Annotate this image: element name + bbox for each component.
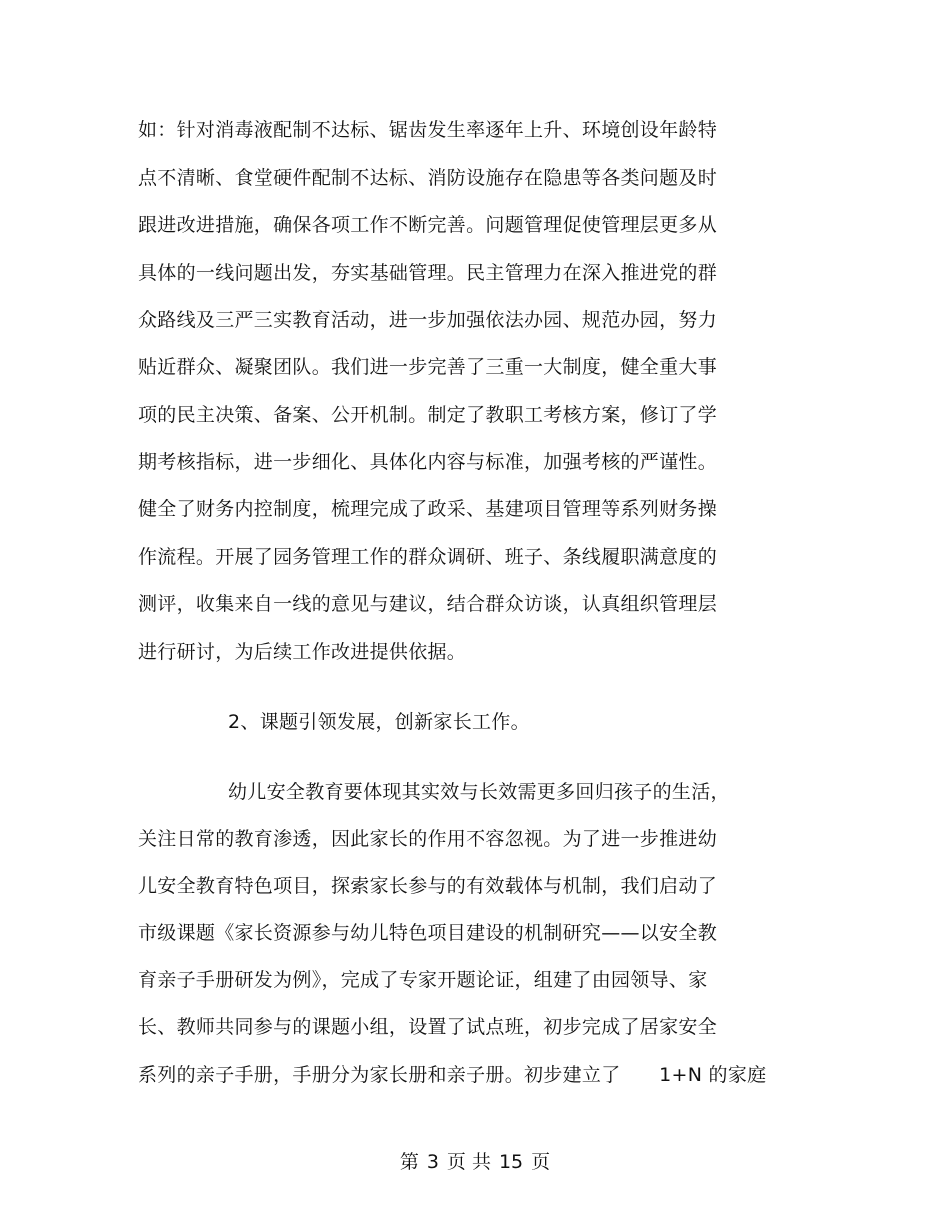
current-page-number: 3: [426, 1151, 439, 1173]
paragraph-line: 具体的一线问题出发，夯实基础管理。民主管理力在深入推进党的群: [138, 262, 718, 284]
paragraph-line: 系列的亲子手册，手册分为家长册和亲子册。初步建立了 1+N 的家庭: [138, 1064, 767, 1086]
paragraph-line: 关注日常的教育渗透，因此家长的作用不容忽视。为了进一步推进幼: [138, 828, 718, 850]
paragraph-line: 期考核指标，进一步细化、具体化内容与标准，加强考核的严谨性。: [138, 451, 718, 473]
paragraph-line: 如：针对消毒液配制不达标、锯齿发生率逐年上升、环境创设年龄特: [138, 119, 718, 141]
paragraph-line: 幼儿安全教育要体现其实效与长效需更多回归孩子的生活，: [228, 781, 730, 803]
paragraph-line: 众路线及三严三实教育活动，进一步加强依法办园、规范办园，努力: [138, 309, 718, 331]
paragraph-line: 健全了财务内控制度，梳理完成了政采、基建项目管理等系列财务操: [138, 498, 718, 520]
paragraph-line: 市级课题《家长资源参与幼儿特色项目建设的机制研究——以安全教: [138, 922, 718, 944]
paragraph-line: 儿安全教育特色项目，探索家长参与的有效载体与机制，我们启动了: [138, 875, 718, 897]
total-pages-number: 15: [498, 1151, 524, 1173]
paragraph-line: 点不清晰、食堂硬件配制不达标、消防设施存在隐患等各类问题及时: [138, 167, 718, 189]
paragraph-line: 长、教师共同参与的课题小组，设置了试点班，初步完成了居家安全: [138, 1016, 718, 1038]
paragraph-line: 贴近群众、凝聚团队。我们进一步完善了三重一大制度，健全重大事: [138, 356, 718, 378]
paragraph-line: 项的民主决策、备案、公开机制。制定了教职工考核方案，修订了学: [138, 404, 718, 426]
paragraph-line: 测评，收集来自一线的意见与建议，结合群众访谈，认真组织管理层: [138, 593, 718, 615]
paragraph-line: 跟进改进措施，确保各项工作不断完善。问题管理促使管理层更多从: [138, 214, 718, 236]
paragraph-line: 进行研讨，为后续工作改进提供依据。: [138, 641, 467, 663]
page-label-suffix: 页: [531, 1151, 551, 1173]
page-label-mid: 页 共: [446, 1151, 491, 1173]
paragraph-line: 作流程。开展了园务管理工作的群众调研、班子、条线履职满意度的: [138, 546, 718, 568]
section-heading: 2、课题引领发展，创新家长工作。: [228, 711, 530, 733]
page-label-prefix: 第: [399, 1151, 419, 1173]
paragraph-line: 育亲子手册研发为例》，完成了专家开题论证，组建了由园领导、家: [138, 969, 708, 991]
page-footer: [0, 1150, 950, 1174]
